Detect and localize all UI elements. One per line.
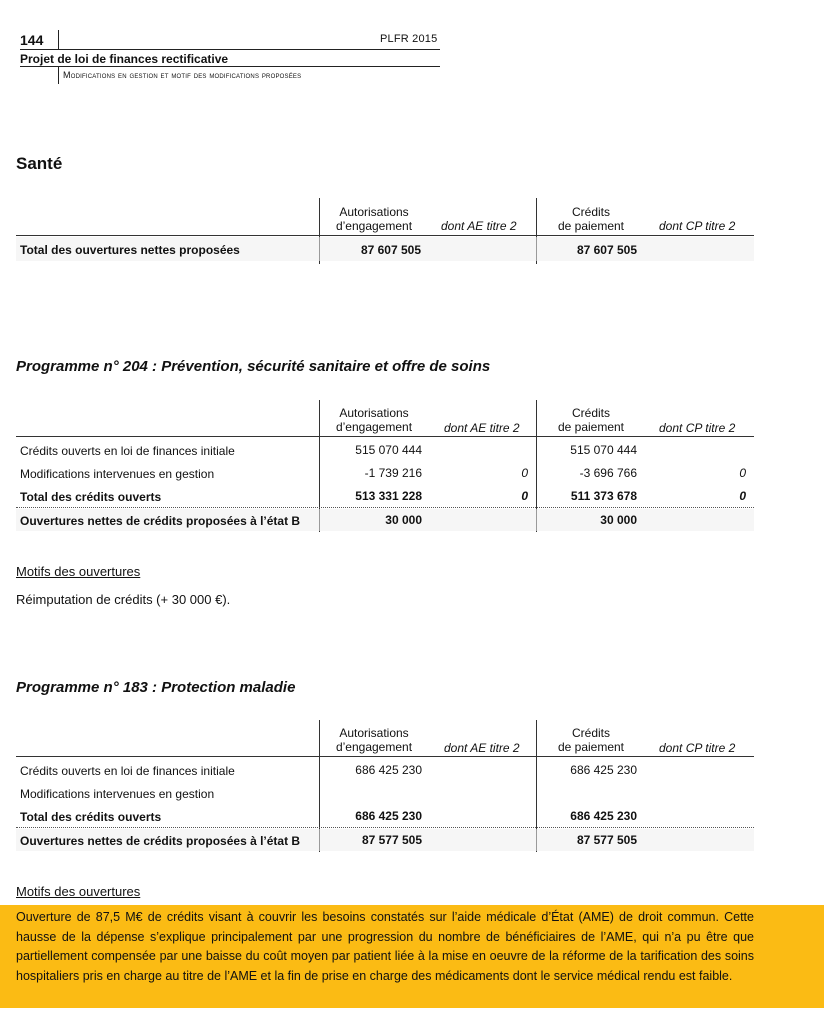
value-ae: 87 607 505: [360, 243, 421, 257]
mission-title: Santé: [16, 154, 63, 173]
column-header-cp-t2: dont CP titre 2: [659, 219, 736, 233]
row-label: Total des crédits ouverts: [20, 490, 162, 504]
value-cp: 515 070 444: [570, 443, 637, 457]
column-header-cp: Crédits de paiement: [557, 406, 625, 434]
value-cp: -3 696 766: [579, 466, 637, 480]
column-header-ae: Autorisations d’engagement: [335, 205, 413, 233]
value-cp: 686 425 230: [570, 809, 637, 823]
publication-label: PLFR 2015: [380, 33, 438, 45]
value-cp: 686 425 230: [570, 763, 637, 777]
programme-table: [16, 400, 754, 532]
table-rule: [16, 436, 754, 437]
value-ae: 30 000: [385, 513, 422, 527]
value-ae: 513 331 228: [355, 489, 422, 503]
value-cp: 87 577 505: [576, 833, 637, 847]
programme-title: Programme n° 204 : Prévention, sécurité sanitaire et offre de soins: [16, 358, 491, 375]
value-cp-t2: 0: [739, 489, 746, 503]
value-ae: 686 425 230: [355, 763, 422, 777]
table-rule: [16, 756, 754, 757]
row-label: Modifications intervenues en gestion: [20, 467, 215, 481]
column-header-ae: Autorisations d’engagement: [335, 726, 413, 754]
row-label: Crédits ouverts en loi de finances initiale: [20, 444, 235, 458]
mission-summary-table: [16, 198, 754, 264]
column-header-cp-t2: dont CP titre 2: [659, 421, 736, 435]
programme-title: Programme n° 183 : Protection maladie: [16, 679, 296, 696]
value-ae: 87 577 505: [361, 833, 422, 847]
column-header-ae-t2: dont AE titre 2: [444, 741, 520, 755]
value-cp: 87 607 505: [576, 243, 637, 257]
column-header-cp: Crédits de paiement: [557, 205, 625, 233]
value-cp: 30 000: [600, 513, 637, 527]
value-cp-t2: 0: [739, 466, 746, 480]
document-title: Projet de loi de finances rectificative: [20, 52, 229, 66]
table-rule: [16, 827, 754, 828]
column-header-cp-t2: dont CP titre 2: [659, 741, 736, 755]
value-ae: 515 070 444: [355, 443, 422, 457]
value-ae: -1 739 216: [364, 466, 422, 480]
column-header-ae: Autorisations d’engagement: [335, 406, 413, 434]
row-label: Crédits ouverts en loi de finances initiale: [20, 764, 235, 778]
column-header-ae-t2: dont AE titre 2: [441, 219, 517, 233]
value-ae-t2: 0: [521, 466, 528, 480]
page-number: 144: [20, 32, 44, 48]
motifs-heading: Motifs des ouvertures: [16, 884, 141, 899]
column-header-cp: Crédits de paiement: [557, 726, 625, 754]
column-header-ae-t2: dont AE titre 2: [444, 421, 520, 435]
table-rule: [16, 235, 754, 236]
row-label: Modifications intervenues en gestion: [20, 787, 215, 801]
header-divider: [58, 30, 59, 50]
row-label: Ouvertures nettes de crédits proposées à l’état B: [20, 834, 301, 848]
programme-table: [16, 720, 754, 852]
value-ae: 686 425 230: [355, 809, 422, 823]
section-subtitle: Modifications en gestion et motif des modifications proposées: [63, 70, 302, 80]
header-rule: [20, 49, 440, 50]
motifs-text: Ouverture de 87,5 M€ de crédits visant à couvrir les besoins constatés sur l’aide médicale d’État (AME) de droit commun. Cette hausse de la dépense s’explique principalement par une progression du nombre de bénéficiaires de l’AME, qui n’a pu être que partiellement compensée par une baisse du coût moyen par patient liée à la mise en oeuvre de la réforme de la tarification des soins hospitaliers pris en charge au titre de l’AME et la fin de prise en charge des médicaments dont le service médical rendu est faible.: [16, 910, 754, 983]
value-cp: 511 373 678: [570, 489, 637, 503]
table-rule: [16, 507, 754, 508]
motifs-text: Réimputation de crédits (+ 30 000 €).: [16, 592, 231, 607]
header-rule: [20, 66, 440, 67]
motifs-heading: Motifs des ouvertures: [16, 564, 141, 579]
row-label: Total des crédits ouverts: [20, 810, 162, 824]
value-ae-t2: 0: [521, 489, 528, 503]
header-divider: [58, 66, 59, 84]
row-label: Total des ouvertures nettes proposées: [20, 243, 240, 257]
row-label: Ouvertures nettes de crédits proposées à l’état B: [20, 514, 301, 528]
